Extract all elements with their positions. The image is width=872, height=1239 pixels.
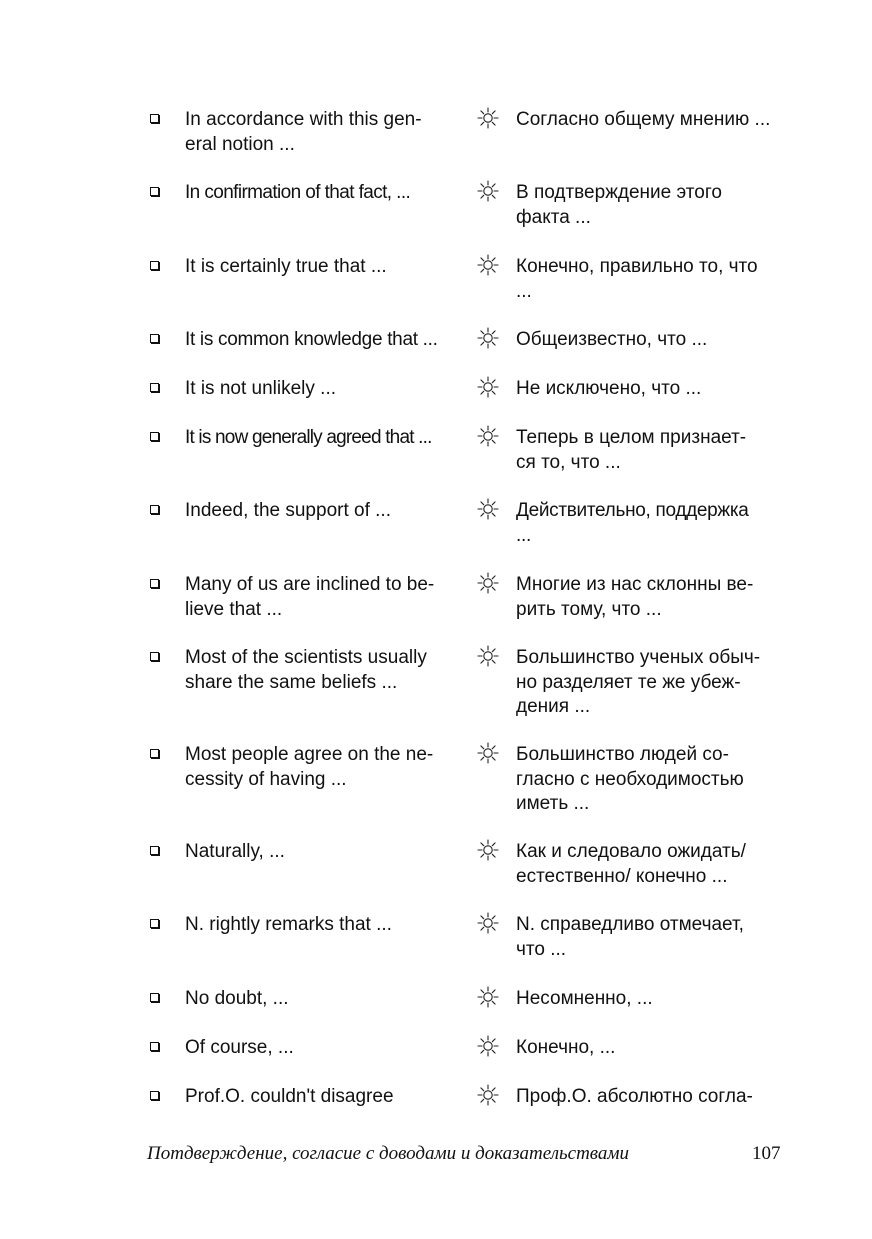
sun-icon [476, 179, 500, 203]
russian-translation: Конечно, ... [516, 1037, 616, 1058]
english-phrase: In accordance with this gen- eral notion ... [185, 109, 422, 155]
sun-icon [476, 985, 500, 1009]
russian-translation: Многие из нас склонны ве- рить тому, что ... [516, 574, 754, 620]
sun-icon [476, 1034, 500, 1058]
russian-translation: Несомненно, ... [516, 988, 653, 1009]
page-number: 107 [752, 1143, 781, 1164]
sun-icon [476, 106, 500, 130]
checkbox-bullet-icon [150, 749, 159, 758]
russian-translation: Как и следовало ожидать/ естественно/ конечно ... [516, 841, 746, 887]
checkbox-bullet-icon [150, 919, 159, 928]
english-phrase: Most people agree on the ne- cessity of having ... [185, 744, 434, 790]
running-footer-title: Потдверждение, согласие с доводами и доказательствами [147, 1143, 630, 1164]
sun-icon [476, 644, 500, 668]
sun-icon [476, 1083, 500, 1107]
russian-translation: Действительно, поддержка ... [516, 500, 749, 546]
russian-translation: В подтверждение этого факта ... [516, 182, 722, 228]
sun-icon [476, 571, 500, 595]
russian-translation: Общеизвестно, что ... [516, 329, 708, 350]
english-phrase: It is common knowledge that ... [185, 329, 438, 350]
checkbox-bullet-icon [150, 334, 159, 343]
checkbox-bullet-icon [150, 652, 159, 661]
checkbox-bullet-icon [150, 187, 159, 196]
sun-icon [476, 911, 500, 935]
english-phrase: Many of us are inclined to be- lieve that ... [185, 574, 435, 620]
sun-icon [476, 741, 500, 765]
checkbox-bullet-icon [150, 261, 159, 270]
russian-translation: Проф.О. абсолютно согла- [516, 1086, 753, 1107]
english-phrase: It is certainly true that ... [185, 256, 387, 277]
russian-translation: Теперь в целом признает- ся то, что ... [516, 427, 747, 473]
english-phrase: In confirmation of that fact, ... [185, 182, 411, 203]
english-phrase: It is not unlikely ... [185, 378, 337, 399]
english-phrase: Naturally, ... [185, 841, 285, 862]
english-phrase: Indeed, the support of ... [185, 500, 391, 521]
checkbox-bullet-icon [150, 505, 159, 514]
sun-icon [476, 838, 500, 862]
russian-translation: N. справедливо отмечает, что ... [516, 914, 744, 960]
checkbox-bullet-icon [150, 432, 159, 441]
sun-icon [476, 497, 500, 521]
english-phrase: Prof.O. couldn't disagree [185, 1086, 394, 1107]
russian-translation: Большинство людей со- гласно с необходимостью иметь ... [516, 744, 744, 814]
checkbox-bullet-icon [150, 846, 159, 855]
checkbox-bullet-icon [150, 383, 159, 392]
checkbox-bullet-icon [150, 579, 159, 588]
checkbox-bullet-icon [150, 114, 159, 123]
sun-icon [476, 375, 500, 399]
checkbox-bullet-icon [150, 1091, 159, 1100]
russian-translation: Большинство ученых обыч- но разделяет те же убеж- дения ... [516, 647, 761, 717]
sun-icon [476, 326, 500, 350]
russian-translation: Конечно, правильно то, что ... [516, 256, 758, 302]
english-phrase: It is now generally agreed that ... [185, 427, 432, 448]
english-phrase: Most of the scientists usually share the same beliefs ... [185, 647, 427, 693]
english-phrase: N. rightly remarks that ... [185, 914, 392, 935]
checkbox-bullet-icon [150, 993, 159, 1002]
english-phrase: No doubt, ... [185, 988, 289, 1009]
russian-translation: Не исключено, что ... [516, 378, 702, 399]
english-phrase: Of course, ... [185, 1037, 294, 1058]
russian-translation: Согласно общему мнению ... [516, 109, 771, 130]
sun-icon [476, 253, 500, 277]
checkbox-bullet-icon [150, 1042, 159, 1051]
sun-icon [476, 424, 500, 448]
